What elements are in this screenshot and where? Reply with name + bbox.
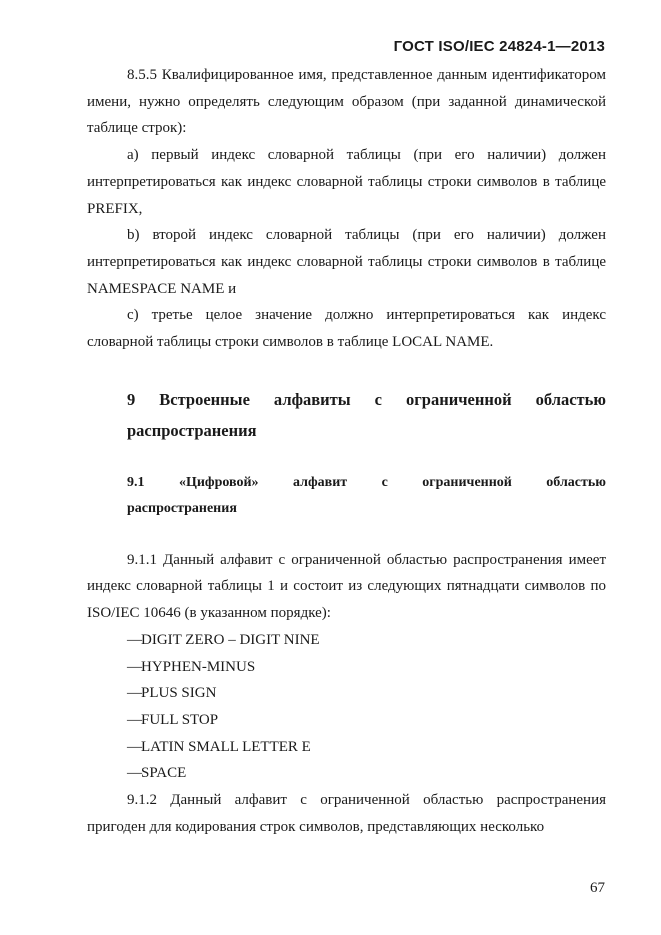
dash-marker: — bbox=[127, 631, 142, 648]
list-item bbox=[87, 734, 606, 761]
list-item bbox=[87, 654, 606, 681]
page-content bbox=[87, 62, 606, 840]
list-item bbox=[87, 707, 606, 734]
section-9-heading-line1: 9 Встроенные алфавиты с ограниченной областью bbox=[127, 389, 606, 409]
list-item-text: LATIN SMALL LETTER E bbox=[141, 738, 311, 755]
list-item bbox=[87, 627, 606, 654]
dash-marker: — bbox=[127, 685, 142, 702]
section-9-1-heading-line1: 9.1 «Цифровой» алфавит с ограниченной областью bbox=[127, 474, 606, 490]
list-item bbox=[87, 760, 606, 787]
list-item-text: FULL STOP bbox=[141, 711, 219, 728]
dash-marker: — bbox=[127, 658, 142, 675]
section-9-heading-line2: распространения bbox=[127, 420, 257, 440]
paragraph-item-a: a) первый индекс словарной таблицы (при его наличии) должен интерпретироваться как индекс словарной таблицы строки символов в таблице PREFIX, bbox=[87, 147, 606, 217]
symbol-list bbox=[87, 627, 606, 787]
section-9-1-heading bbox=[87, 470, 606, 522]
paragraph-9-1-2: 9.1.2 Данный алфавит с ограниченной областью распространения пригоден для кодирования строк символов, представляющих несколько bbox=[87, 792, 606, 835]
list-item-text: HYPHEN-MINUS bbox=[141, 658, 256, 675]
dash-marker: — bbox=[127, 738, 142, 755]
paragraph-9-1-1: 9.1.1 Данный алфавит с ограниченной областью распространения имеет индекс словарной таблицы 1 и состоит из следующих пятнадцати символов по ISO/IEC 10646 (в указанном порядке): bbox=[87, 551, 606, 622]
list-item-text: SPACE bbox=[141, 765, 187, 782]
paragraph-item-b: b) второй индекс словарной таблицы (при его наличии) должен интерпретироваться как индекс словарной таблицы строки символов в таблице NAMESPACE NAME и bbox=[87, 227, 606, 297]
list-item-text: PLUS SIGN bbox=[141, 685, 217, 702]
list-item bbox=[87, 680, 606, 707]
dash-marker: — bbox=[127, 711, 142, 728]
paragraph-item-c: c) третье целое значение должно интерпретироваться как индекс словарной таблицы строки символов в таблице LOCAL NAME. bbox=[87, 307, 606, 351]
section-9-1-heading-line2: распространения bbox=[127, 500, 237, 516]
paragraph-8-5-5: 8.5.5 Квалифицированное имя, представленное данным идентификатором имени, нужно определять следующим образом (при заданной динамической таблице строк): bbox=[87, 67, 606, 137]
page-number: 67 bbox=[590, 880, 605, 896]
document-header: ГОСТ ISO/IEC 24824-1—2013 bbox=[393, 38, 605, 55]
dash-marker: — bbox=[127, 765, 142, 782]
list-item-text: DIGIT ZERO – DIGIT NINE bbox=[141, 631, 320, 648]
section-9-heading bbox=[87, 384, 606, 446]
